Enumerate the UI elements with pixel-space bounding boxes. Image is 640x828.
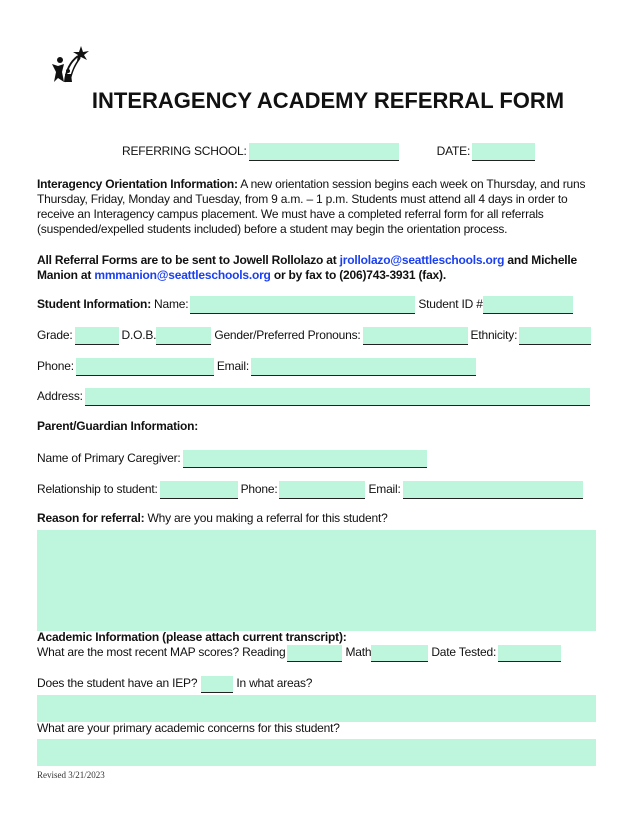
student-id-field[interactable]	[483, 296, 573, 314]
orientation-label: Interagency Orientation Information:	[37, 177, 238, 191]
student-name-row	[37, 296, 573, 314]
dob-field[interactable]	[156, 327, 211, 345]
map-math-field[interactable]	[371, 645, 428, 662]
student-contact-row	[37, 358, 476, 376]
iep-field[interactable]	[201, 676, 233, 693]
caregiver-row	[37, 450, 427, 468]
guardian-section-label: Parent/Guardian Information:	[37, 419, 199, 433]
student-section-label: Student Information:	[37, 297, 151, 311]
map-row	[37, 645, 561, 662]
revised-date: Revised 3/21/2023	[37, 770, 105, 780]
page-title: INTERAGENCY ACADEMY REFERRAL FORM	[91, 88, 565, 113]
address-row	[37, 388, 590, 406]
student-id-label: Student ID #	[418, 297, 483, 311]
relationship-field[interactable]	[160, 481, 238, 499]
gender-label: Gender/Preferred Pronouns:	[214, 328, 361, 342]
guardian-email-label: Email:	[368, 482, 401, 496]
student-name-field[interactable]	[190, 296, 415, 314]
student-email-field[interactable]	[251, 358, 476, 376]
academic-section-label: Academic Information (please attach current transcript):	[37, 630, 347, 644]
relationship-label: Relationship to student:	[37, 482, 158, 496]
email-link-manion[interactable]: mmmanion@seattleschools.org	[94, 268, 271, 282]
ethnicity-field[interactable]	[519, 327, 591, 345]
dob-label: D.O.B.	[121, 328, 157, 342]
reason-field[interactable]	[37, 530, 596, 631]
send-to-info	[37, 253, 597, 283]
caregiver-label: Name of Primary Caregiver:	[37, 451, 181, 465]
referring-school-field[interactable]	[249, 143, 399, 161]
email-label: Email:	[216, 359, 249, 373]
address-field[interactable]	[85, 388, 590, 406]
grade-field[interactable]	[75, 327, 119, 345]
address-label: Address:	[37, 389, 83, 403]
caregiver-name-field[interactable]	[183, 450, 427, 468]
send-to-text: All Referral Forms are to be sent to Jowell Rollolazo at	[37, 253, 340, 267]
guardian-phone-label: Phone:	[240, 482, 278, 496]
orientation-text: A new orientation session begins each week on Thursday, and runs Thursday, Friday, Monday and Tuesday, from 9 a.m. – 1 p.m. Students must attend all 4 days in order to receive an Interagency campus placement. We must have a completed referral form for all referrals (suspended/expelled students included) before a student may begin the orientation process.	[37, 177, 586, 236]
guardian-header-row	[37, 419, 198, 436]
reason-label	[37, 511, 388, 528]
map-question: What are the most recent MAP scores? Reading	[37, 645, 286, 659]
student-details-row	[37, 327, 591, 345]
iep-row	[37, 676, 312, 693]
date-label: DATE:	[436, 144, 471, 158]
student-phone-field[interactable]	[76, 358, 214, 376]
orientation-info	[37, 177, 597, 237]
academy-logo-icon	[48, 44, 90, 86]
date-field[interactable]	[472, 143, 535, 161]
referring-school-label: REFERRING SCHOOL:	[122, 144, 247, 158]
name-label: Name:	[154, 297, 189, 311]
iep-question: Does the student have an IEP?	[37, 676, 198, 690]
reason-question: Why are you making a referral for this student?	[144, 511, 388, 525]
map-reading-field[interactable]	[287, 645, 342, 662]
concerns-question: What are your primary academic concerns for this student?	[37, 721, 340, 735]
guardian-email-field[interactable]	[403, 481, 583, 499]
ethnicity-label: Ethnicity:	[470, 328, 518, 342]
iep-areas-field[interactable]	[37, 695, 596, 722]
guardian-phone-field[interactable]	[279, 481, 365, 499]
header-row	[122, 143, 535, 161]
reason-label-bold: Reason for referral:	[37, 511, 145, 525]
concerns-field[interactable]	[37, 739, 596, 766]
send-to-text: and Michelle Manion at	[37, 253, 578, 282]
date-tested-label: Date Tested:	[431, 645, 497, 659]
send-to-text: or by fax to (206)743-3931 (fax).	[270, 268, 446, 282]
reason-row	[37, 511, 388, 528]
email-link-rollolazo[interactable]: jrollolazo@seattleschools.org	[339, 253, 505, 267]
math-label: Math	[345, 645, 372, 659]
date-tested-field[interactable]	[498, 645, 561, 662]
gender-field[interactable]	[363, 327, 468, 345]
grade-label: Grade:	[37, 328, 73, 342]
guardian-contact-row	[37, 481, 583, 499]
phone-label: Phone:	[37, 359, 74, 373]
concerns-row	[37, 721, 340, 738]
iep-areas-label: In what areas?	[236, 676, 313, 690]
